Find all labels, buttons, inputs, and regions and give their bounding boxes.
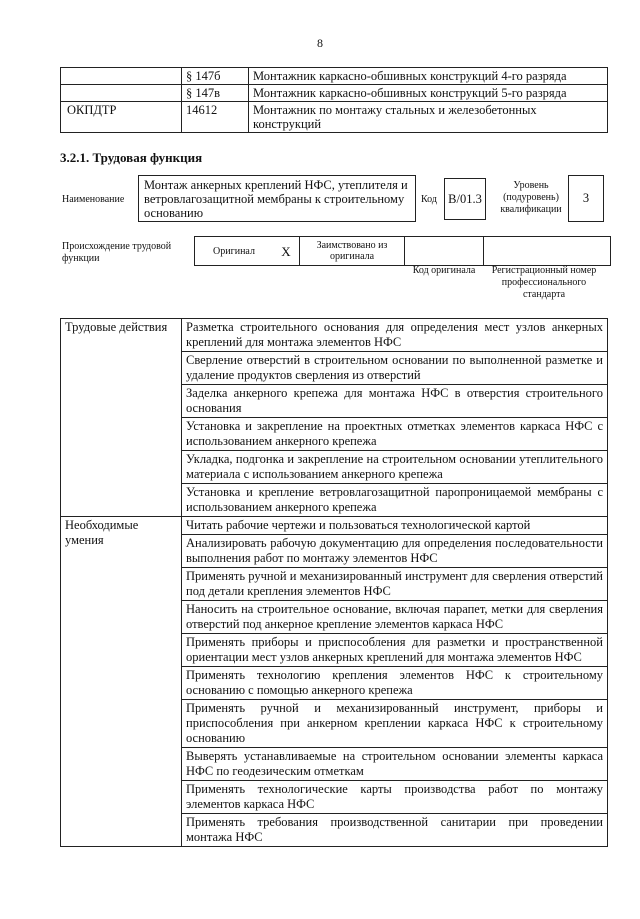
skill-item: Применять приборы и приспособления для разметки и пространственной ориентации мест узлов анкерных креплений для монтажа элементов НФС [182, 634, 608, 667]
table-row [61, 85, 608, 102]
labor-action-item: Укладка, подгонка и закрепление на строительном основании утеплительного материала с использованием анкерного крепежа [182, 451, 608, 484]
section-heading: 3.2.1. Трудовая функция [60, 150, 203, 165]
code-original-label: Код оригинала [412, 265, 476, 276]
skill-item: Выверять устанавливаемые на строительном основании элементы каркаса НФС по геодезическим отметкам [182, 748, 608, 781]
page-number: 8 [317, 36, 323, 50]
skill-item: Применять ручной и механизированный инструмент для сверления отверстий под детали крепления элементов НФС [182, 568, 608, 601]
table-row [61, 68, 608, 85]
table-cell: § 147б [182, 68, 249, 85]
labor-action-item: Установка и крепление ветровлагозащитной паропроницаемой мембраны с использованием анкерного крепежа [182, 484, 608, 517]
skill-item: Анализировать рабочую документацию для определения последовательности выполнения работ по монтажу элементов НФС [182, 535, 608, 568]
table-cell: Монтажник каркасно-обшивных конструкций 4-го разряда [249, 68, 608, 85]
origin-label: Происхождение трудовой функции [62, 241, 172, 264]
original-mark: X [273, 237, 300, 266]
skill-item: Применять технологию крепления элементов НФС к строительному основанию с помощью анкерного крепежа [182, 667, 608, 700]
code-label: Код [421, 194, 437, 205]
skill-item: Наносить на строительное основание, включая парапет, метки для сверления отверстий под анкерное крепление элементов каркаса НФС [182, 601, 608, 634]
origin-table [194, 236, 611, 266]
table-cell: 14612 [182, 102, 249, 133]
table-row [195, 237, 611, 266]
reg-number-label: Регистрационный номер профессионального стандарта [491, 265, 597, 300]
skill-item: Применять ручной и механизированный инструмент, приборы и приспособления при анкерном креплении каркаса НФС к строительному основанию [182, 700, 608, 748]
skill-item: Применять требования производственной санитарии при проведении монтажа НФС [182, 814, 608, 847]
original-label: Оригинал [195, 237, 274, 266]
table-cell: Монтажник каркасно-обшивных конструкций 5-го разряда [249, 85, 608, 102]
table-cell: Монтажник по монтажу стальных и железобетонных конструкций [249, 102, 608, 133]
level-value: 3 [568, 175, 604, 222]
borrowed-label: Заимствовано из оригинала [300, 237, 405, 266]
required-skills-label: Необходимые умения [61, 517, 182, 847]
skill-item: Применять технологические карты производства работ по монтажу элементов каркаса НФС [182, 781, 608, 814]
functions-table [60, 318, 608, 847]
level-label: Уровень (подуровень) квалификации [500, 180, 562, 215]
labor-action-item: Сверление отверстий в строительном основании по выполненной разметке и удаление продуктов сверления из отверстий [182, 352, 608, 385]
labor-actions-label: Трудовые действия [61, 319, 182, 517]
table-cell: ОКПДТР [61, 102, 182, 133]
table-row [61, 102, 608, 133]
table-row [61, 517, 608, 535]
table-cell [61, 68, 182, 85]
name-label: Наименование [62, 194, 125, 205]
labor-action-item: Разметка строительного основания для определения мест узлов анкерных креплений для монтажа элементов НФС [182, 319, 608, 352]
reg-number-cell [484, 237, 611, 266]
function-code-value: В/01.3 [444, 178, 486, 220]
table-row [61, 319, 608, 352]
skill-item: Читать рабочие чертежи и пользоваться технологической картой [182, 517, 608, 535]
table-cell [61, 85, 182, 102]
labor-action-item: Установка и закрепление на проектных отметках элементов каркаса НФС с использованием анкерного крепежа [182, 418, 608, 451]
code-original-cell [405, 237, 484, 266]
table-cell: § 147в [182, 85, 249, 102]
function-name-value: Монтаж анкерных креплений НФС, утеплителя и ветровлагозащитной мембраны к строительному основанию [138, 175, 416, 222]
codes-table [60, 67, 608, 133]
labor-action-item: Заделка анкерного крепежа для монтажа НФС в отверстия строительного основания [182, 385, 608, 418]
